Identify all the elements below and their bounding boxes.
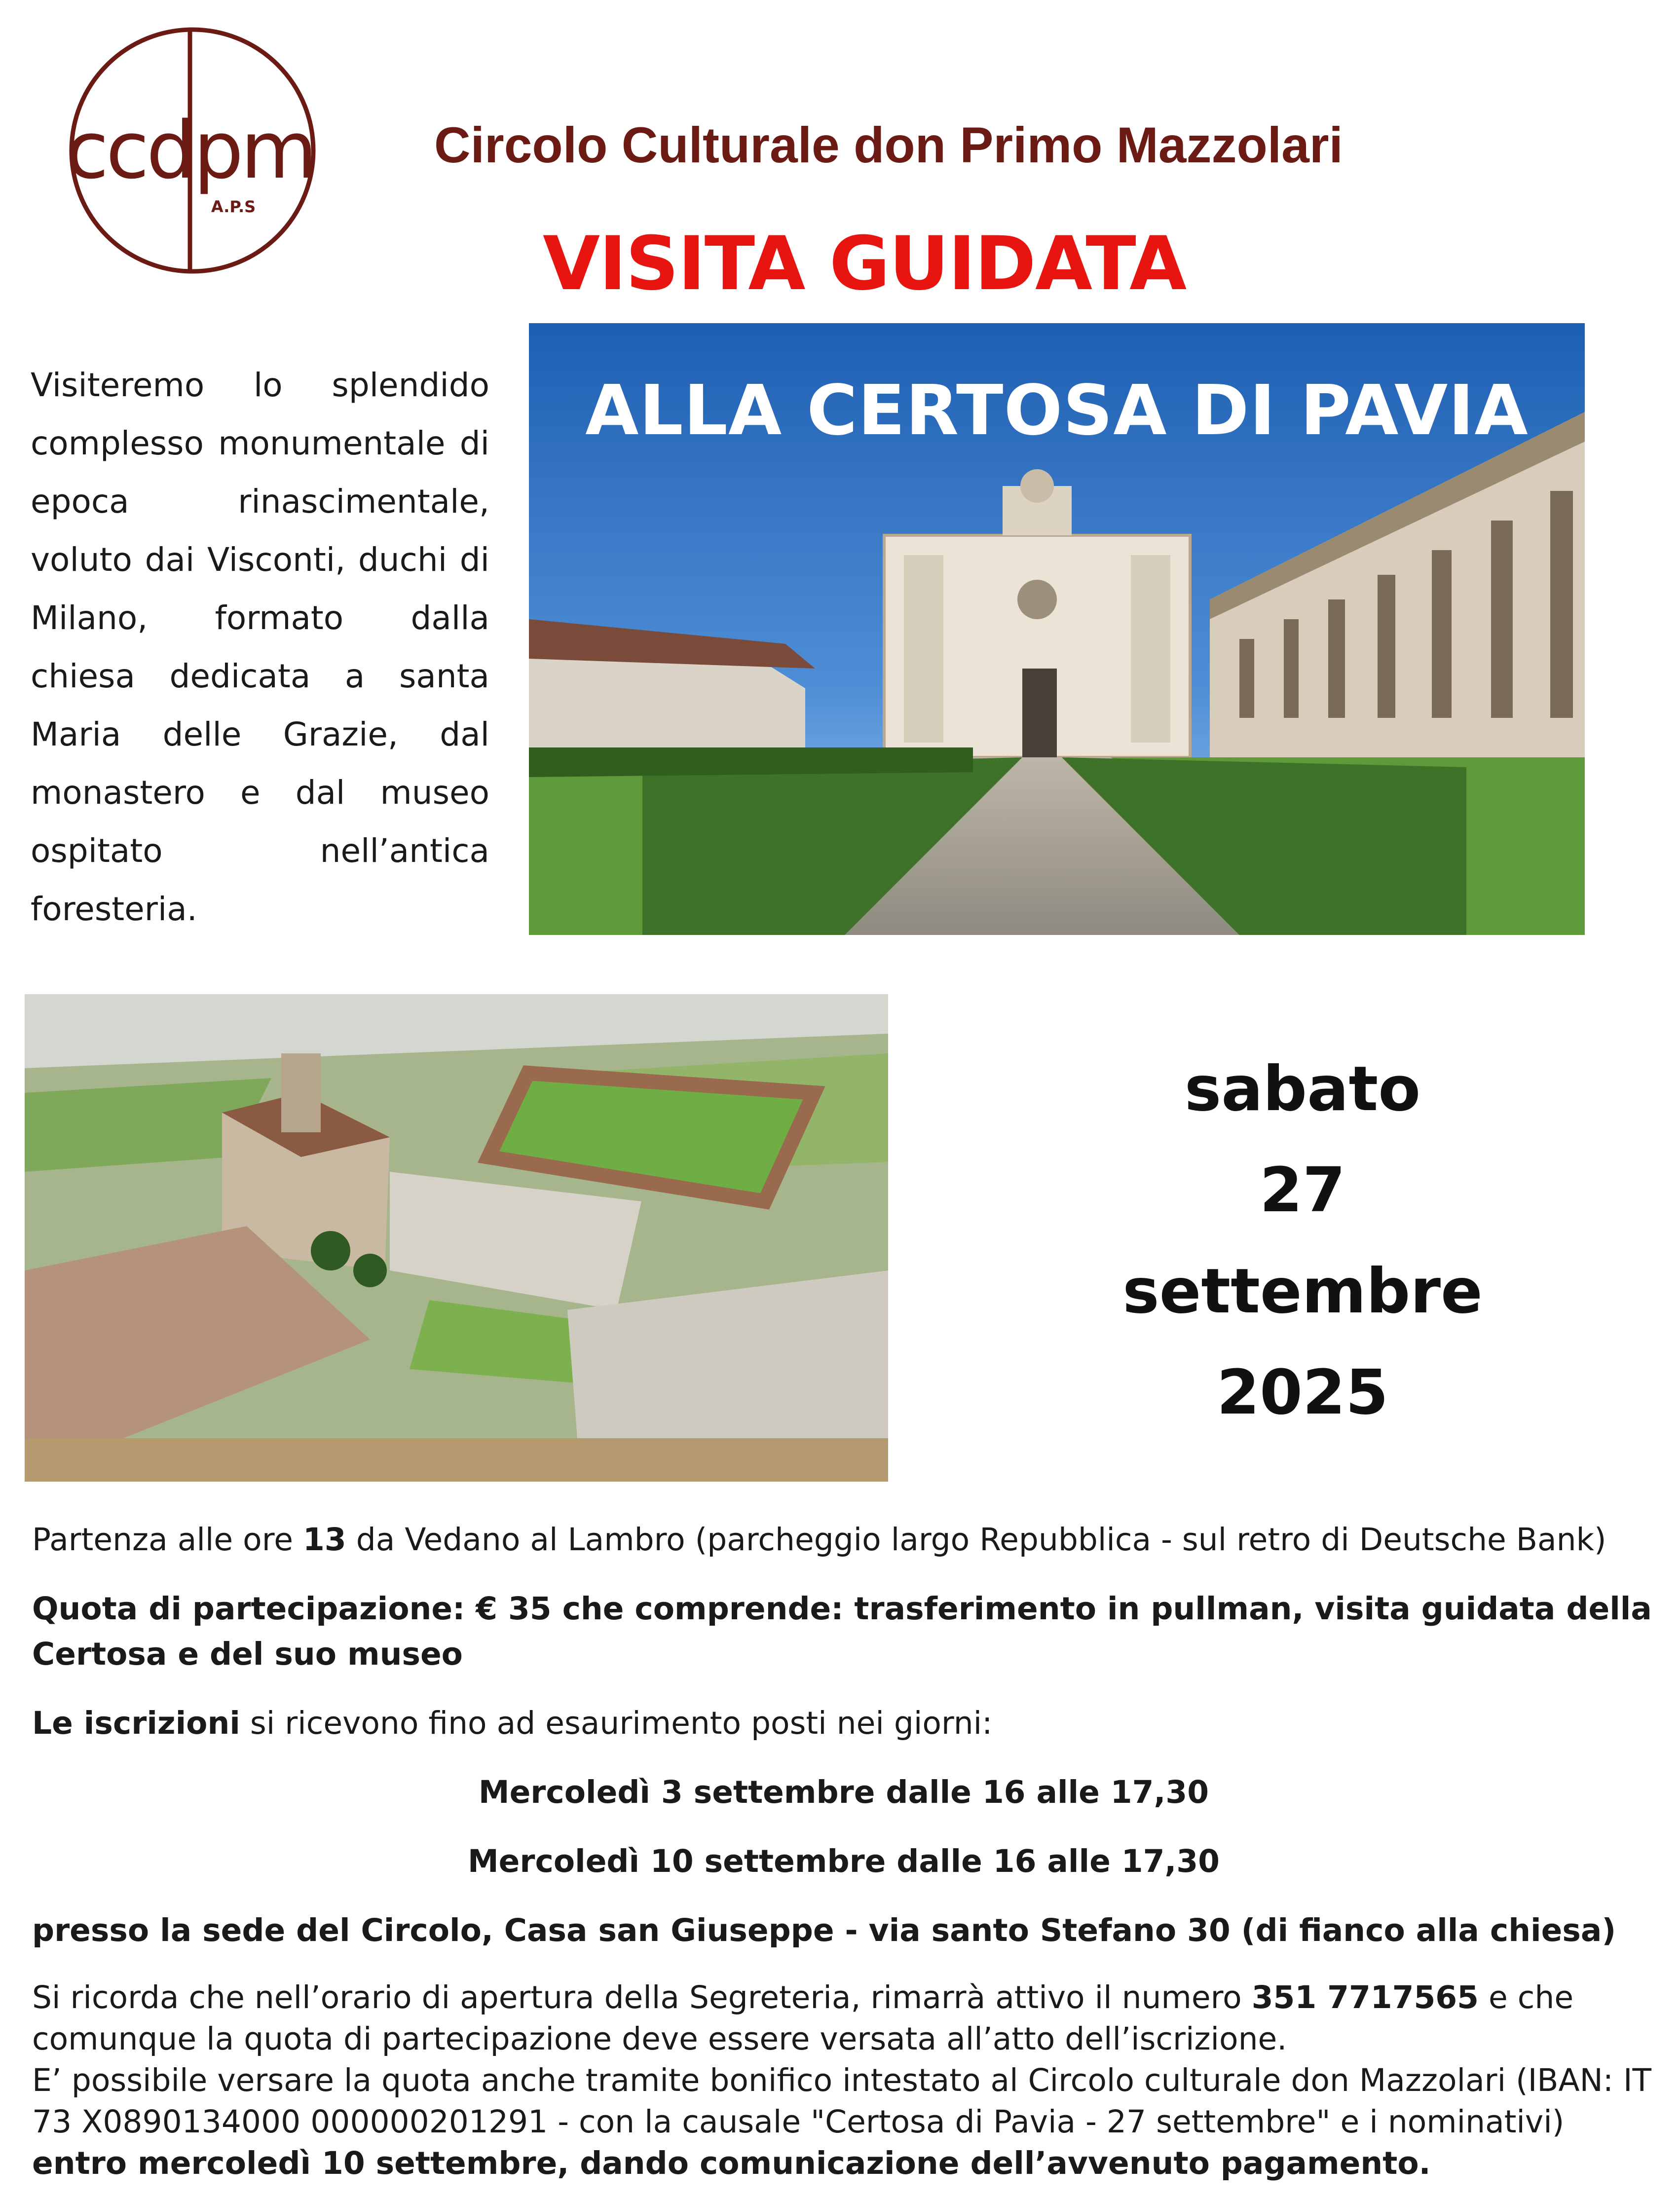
iscrizioni-info: Le iscrizioni si ricevono fino ad esaurimento posti nei giorni: bbox=[32, 1705, 993, 1741]
event-details bbox=[32, 1517, 1655, 2184]
bank-transfer-note: E’ possibile versare la quota anche tramite bonifico intestato al Circolo culturale don Mazzolari (IBAN: IT 73 X0890134000 000000201291 - con la causale "Certosa di Pavia - 27 settembre" e i nominativi) entro mercoledì 10 settembre, dando comunicazione dell’avvenuto pagamento. bbox=[32, 2062, 1652, 2181]
intro-paragraph: Visiteremo lo splendido complesso monumentale di epoca rinascimentale, voluto dai Visconti, duchi di Milano, formato dalla chiesa dedicata a santa Maria delle Grazie, dal monastero e dal museo ospitato nell’antica foresteria. bbox=[31, 366, 489, 928]
payment-deadline: entro mercoledì 10 settembre, dando comunicazione dell’avvenuto pagamento. bbox=[32, 2145, 1431, 2181]
svg-text:ccdpm: ccdpm bbox=[67, 104, 315, 196]
certosa-aerial-photo bbox=[25, 994, 888, 1482]
venue-info: presso la sede del Circolo, Casa san Giuseppe - via santo Stefano 30 (di fianco alla chiesa) bbox=[32, 1912, 1616, 1948]
date-year: 2025 bbox=[1217, 1357, 1388, 1428]
secretary-note: Si ricorda che nell’orario di apertura della Segreteria, rimarrà attivo il numero 351 7717565 e che comunque la quota di partecipazione deve essere versata all’atto dell’iscrizione. bbox=[32, 1979, 1574, 2057]
registration-day-1: Mercoledì 3 settembre dalle 16 alle 17,30 bbox=[478, 1774, 1209, 1810]
registration-day-2: Mercoledì 10 settembre dalle 16 alle 17,30 bbox=[467, 1843, 1220, 1879]
event-date bbox=[1066, 1039, 1539, 1443]
certosa-facade-photo bbox=[529, 323, 1585, 935]
date-weekday: sabato bbox=[1184, 1053, 1421, 1125]
org-logo bbox=[67, 25, 318, 276]
svg-text:A.P.S: A.P.S bbox=[211, 197, 256, 216]
departure-time: 13 bbox=[303, 1522, 346, 1558]
date-month: settembre bbox=[1122, 1256, 1483, 1327]
headline: VISITA GUIDATA bbox=[543, 221, 1186, 307]
quota-info: Quota di partecipazione: € 35 che comprende: trasferimento in pullman, visita guidata della Certosa e del suo museo bbox=[32, 1591, 1652, 1672]
org-name: Circolo Culturale don Primo Mazzolari bbox=[434, 117, 1343, 173]
departure-info: Partenza alle ore 13 da Vedano al Lambro (parcheggio largo Repubblica - sul retro di Deutsche Bank) bbox=[32, 1522, 1606, 1558]
date-day: 27 bbox=[1260, 1155, 1345, 1226]
phone-number: 351 7717565 bbox=[1251, 1979, 1479, 2015]
photo-title: ALLA CERTOSA DI PAVIA bbox=[585, 371, 1529, 451]
